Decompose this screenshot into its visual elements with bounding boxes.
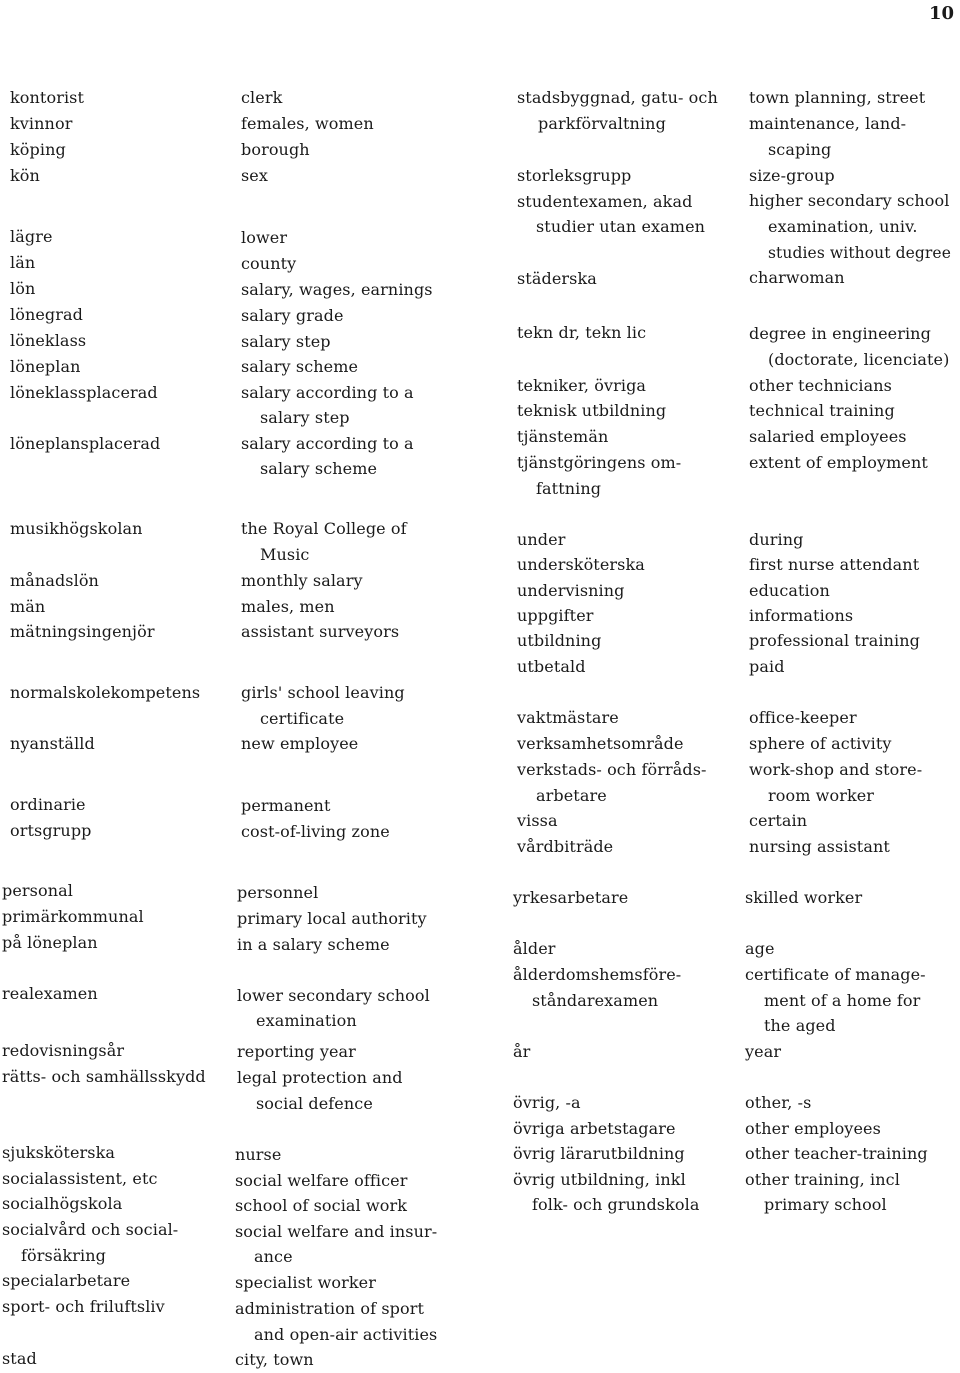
english-term: size-group [749, 166, 835, 185]
english-term: first nurse attendant [749, 555, 920, 574]
english-term: the aged [764, 1016, 836, 1035]
swedish-term: ståndarexamen [532, 991, 659, 1010]
swedish-term: kvinnor [10, 114, 73, 133]
english-term: other employees [745, 1119, 881, 1138]
swedish-term: år [513, 1042, 531, 1061]
english-term: education [749, 581, 830, 600]
english-term: extent of employment [749, 453, 928, 472]
swedish-term: storleksgrupp [517, 166, 632, 185]
swedish-term: yrkesarbetare [513, 888, 629, 907]
swedish-term: undersköterska [517, 555, 645, 574]
english-term: Music [260, 545, 310, 564]
swedish-term: kontorist [10, 88, 85, 107]
swedish-term: månadslön [10, 571, 99, 590]
swedish-term: tjänstgöringens om- [517, 453, 682, 472]
swedish-term: kön [10, 166, 40, 185]
english-term: cost-of-living zone [241, 822, 390, 841]
swedish-term: tjänstemän [517, 427, 609, 446]
swedish-term: vaktmästare [517, 708, 619, 727]
english-term: salary scheme [241, 357, 359, 376]
swedish-term: vissa [517, 811, 558, 830]
english-term: maintenance, land- [749, 114, 907, 133]
swedish-term: fattning [536, 479, 602, 498]
english-term: city, town [235, 1350, 314, 1369]
swedish-term: köping [10, 140, 66, 159]
english-term: lower secondary school [237, 986, 430, 1005]
english-term: salary scheme [260, 459, 378, 478]
english-term: salary, wages, earnings [241, 280, 433, 299]
english-term: salary grade [241, 306, 344, 325]
english-term: degree in engineering [749, 324, 931, 343]
english-term: males, men [241, 597, 335, 616]
english-term: examination [256, 1011, 357, 1030]
english-term: lower [241, 228, 288, 247]
english-term: sphere of activity [749, 734, 892, 753]
english-term: room worker [768, 786, 875, 805]
english-term: other training, incl [745, 1170, 900, 1189]
swedish-term: löneklass [10, 331, 87, 350]
english-term: town planning, street [749, 88, 926, 107]
english-term: permanent [241, 796, 331, 815]
swedish-term: övriga arbetstagare [513, 1119, 676, 1138]
swedish-term: under [517, 530, 566, 549]
swedish-term: tekniker, övriga [517, 376, 647, 395]
english-term: nursing assistant [749, 837, 890, 856]
swedish-term: verkstads- och förråds- [517, 760, 707, 779]
english-term: skilled worker [745, 888, 863, 907]
english-term: the Royal College of [241, 519, 407, 538]
swedish-term: utbildning [517, 631, 602, 650]
english-term: specialist worker [235, 1273, 376, 1292]
swedish-term: arbetare [536, 786, 607, 805]
english-term: personnel [237, 883, 319, 902]
english-term: nurse [235, 1145, 282, 1164]
swedish-term: uppgifter [517, 606, 594, 625]
english-term: higher secondary school [749, 191, 950, 210]
english-term: salary step [260, 408, 350, 427]
swedish-term: realexamen [2, 984, 98, 1003]
swedish-term: sport- och friluftsliv [2, 1297, 165, 1316]
swedish-term: län [10, 253, 36, 272]
english-term: ance [254, 1247, 293, 1266]
english-term: during [749, 530, 804, 549]
page-number: 10 [928, 3, 954, 24]
swedish-term: övrig utbildning, inkl [513, 1170, 686, 1189]
english-term: girls' school leaving [241, 683, 405, 702]
english-term: social welfare and insur- [235, 1222, 438, 1241]
swedish-term: socialassistent, etc [2, 1169, 158, 1188]
english-term: other technicians [749, 376, 892, 395]
swedish-term: ortsgrupp [10, 821, 92, 840]
swedish-term: folk- och grundskola [532, 1195, 700, 1214]
english-term: studies without degree [768, 244, 951, 262]
english-term: in a salary scheme [237, 935, 390, 954]
english-term: females, women [241, 114, 374, 133]
swedish-term: lön [10, 279, 36, 298]
english-term: age [745, 939, 775, 958]
swedish-term: ålderdomshemsföre- [513, 965, 682, 984]
english-term: monthly salary [241, 571, 363, 590]
english-term: new employee [241, 734, 359, 753]
english-term: work-shop and store- [749, 760, 923, 779]
english-term: assistant surveyors [241, 622, 400, 641]
english-term: primary local authority [237, 909, 427, 928]
english-term: salaried employees [749, 427, 907, 446]
swedish-term: utbetald [517, 657, 586, 676]
english-term: school of social work [235, 1196, 408, 1215]
swedish-term: vårdbiträde [517, 837, 614, 856]
swedish-term: stadsbyggnad, gatu- och [517, 88, 718, 107]
english-term: office-keeper [749, 708, 857, 727]
english-term: technical training [749, 401, 895, 420]
english-term: ment of a home for [764, 991, 921, 1010]
swedish-term: studentexamen, akad [517, 192, 693, 211]
english-term: borough [241, 140, 310, 159]
swedish-term: övrig lärarutbildning [513, 1144, 685, 1163]
swedish-term: lönegrad [10, 305, 83, 324]
english-term: certificate of manage- [745, 965, 926, 984]
swedish-term: nyanställd [10, 734, 95, 753]
english-term: charwoman [749, 268, 845, 287]
english-term: informations [749, 606, 854, 625]
swedish-term: löneplansplacerad [10, 434, 161, 453]
swedish-term: studier utan examen [536, 217, 706, 236]
swedish-term: redovisningsår [2, 1041, 125, 1060]
english-term: social defence [256, 1094, 373, 1113]
english-term: examination, univ. [768, 217, 918, 236]
swedish-term: rätts- och samhällsskydd [2, 1067, 206, 1086]
swedish-term: löneklassplacerad [10, 383, 158, 402]
swedish-term: tekn dr, tekn lic [517, 323, 647, 342]
swedish-term: på löneplan [2, 933, 98, 952]
english-term: professional training [749, 631, 920, 650]
swedish-term: socialhögskola [2, 1194, 123, 1213]
english-term: salary step [241, 332, 331, 351]
swedish-term: mätningsingenjör [10, 622, 155, 641]
english-term: salary according to a [241, 383, 414, 402]
swedish-term: försäkring [21, 1246, 106, 1265]
english-term: other, -s [745, 1093, 812, 1112]
swedish-term: primärkommunal [2, 907, 144, 926]
english-term: paid [749, 657, 785, 676]
swedish-term: löneplan [10, 357, 81, 376]
english-term: reporting year [237, 1042, 356, 1061]
english-term: clerk [241, 88, 283, 107]
english-term: (doctorate, licenciate) [768, 350, 950, 369]
swedish-term: parkförvaltning [538, 114, 666, 133]
english-term: other teacher-training [745, 1144, 928, 1163]
english-term: certain [749, 811, 808, 830]
swedish-term: verksamhetsområde [517, 734, 684, 753]
english-term: and open-air activities [254, 1325, 438, 1344]
swedish-term: undervisning [517, 581, 625, 600]
english-term: year [745, 1042, 782, 1061]
swedish-term: personal [2, 881, 73, 900]
english-term: certificate [260, 709, 345, 728]
swedish-term: socialvård och social- [2, 1220, 179, 1239]
english-term: salary according to a [241, 434, 414, 453]
english-term: scaping [768, 140, 832, 159]
english-term: social welfare officer [235, 1171, 408, 1190]
swedish-term: män [10, 597, 46, 616]
swedish-term: ordinarie [10, 795, 86, 814]
swedish-term: teknisk utbildning [517, 401, 667, 420]
english-term: administration of sport [235, 1299, 424, 1318]
english-term: county [241, 254, 297, 273]
swedish-term: specialarbetare [2, 1271, 131, 1290]
english-term: primary school [764, 1195, 887, 1214]
swedish-term: stad [2, 1349, 37, 1368]
swedish-term: normalskolekompetens [10, 683, 201, 702]
english-term: sex [241, 166, 269, 185]
swedish-term: musikhögskolan [10, 519, 143, 538]
swedish-term: ålder [513, 939, 556, 958]
swedish-term: städerska [517, 269, 597, 288]
english-term: legal protection and [237, 1068, 403, 1087]
swedish-term: lägre [10, 227, 53, 246]
swedish-term: övrig, -a [513, 1093, 581, 1112]
swedish-term: sjuksköterska [2, 1143, 116, 1162]
